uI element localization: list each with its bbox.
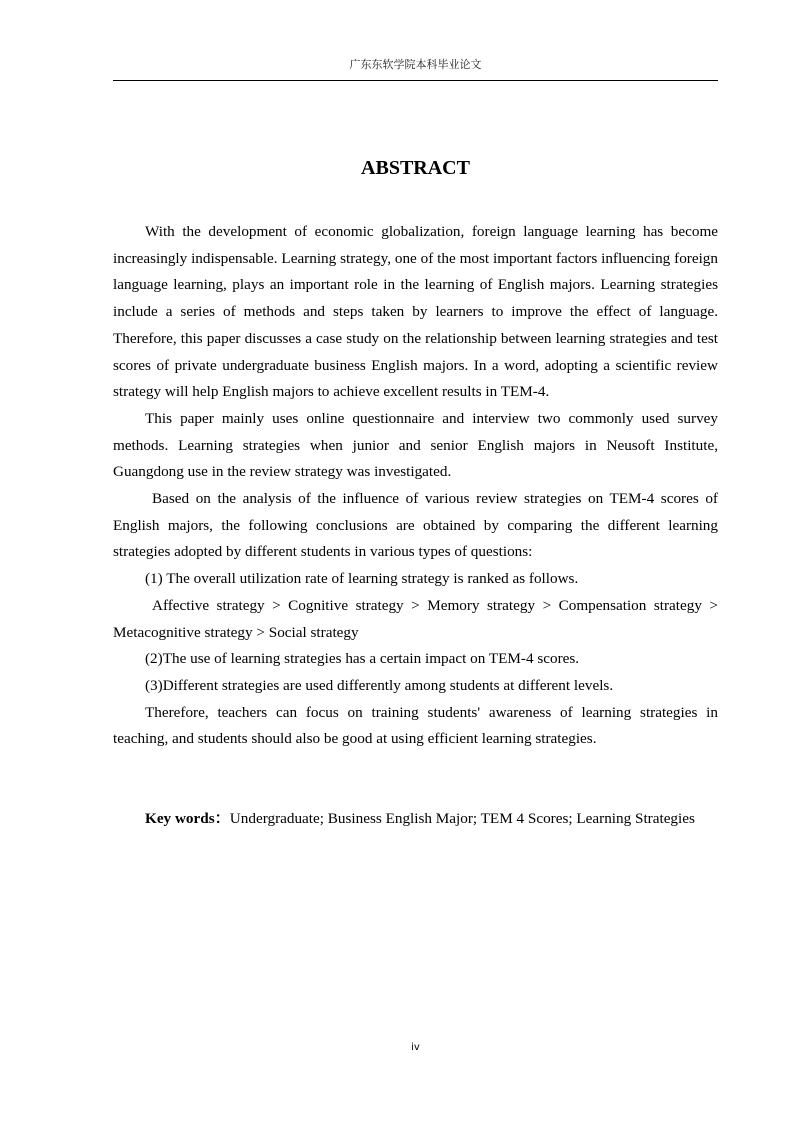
abstract-list-item: (1) The overall utilization rate of learning strategy is ranked as follows. bbox=[145, 570, 579, 588]
page-number: iv bbox=[411, 1042, 420, 1053]
abstract-paragraph: Therefore, teachers can focus on training students' awareness of learning strategies in teaching, and students should also be good at using efficient learning strategies. bbox=[113, 703, 718, 748]
abstract-paragraph: This paper mainly uses online questionnaire and interview two commonly used survey methods. Learning strategies when junior and senior English majors in Neusoft Institute, Guangdong use in the review strategy was investigated. bbox=[113, 409, 718, 481]
abstract-paragraph: With the development of economic globalization, foreign language learning has become increasingly indispensable. Learning strategy, one of the most important factors influencing foreign language learning, plays an important role in the learning of English majors. Learning strategies include a series of methods and steps taken by learners to improve the effect of language. Therefore, this paper discusses a case study on the relationship between learning strategies and test scores of private undergraduate business English majors. In a word, adopting a scientific review strategy will help English majors to achieve excellent results in TEM-4. bbox=[113, 223, 718, 401]
keywords-line bbox=[113, 806, 718, 833]
abstract-title: ABSTRACT bbox=[361, 157, 470, 179]
abstract-ranking: Affective strategy > Cognitive strategy > Memory strategy > Compensation strategy > Metacognitive strategy > Social strategy bbox=[113, 596, 718, 641]
abstract-list-item: (2)The use of learning strategies has a certain impact on TEM-4 scores. bbox=[145, 650, 580, 668]
page-header: 广东东软学院本科毕业论文 bbox=[349, 58, 482, 71]
abstract-body bbox=[113, 219, 718, 753]
header-divider bbox=[113, 80, 718, 81]
keywords-text: Undergraduate; Business English Major; TEM 4 Scores; Learning Strategies bbox=[229, 810, 695, 827]
abstract-list-item: (3)Different strategies are used differently among students at different levels. bbox=[145, 676, 614, 694]
abstract-paragraph: Based on the analysis of the influence of various review strategies on TEM-4 scores of English majors, the following conclusions are obtained by comparing the different learning strategies adopted by different students in various types of questions: bbox=[113, 490, 718, 561]
keywords-label: Key words： bbox=[145, 810, 230, 827]
